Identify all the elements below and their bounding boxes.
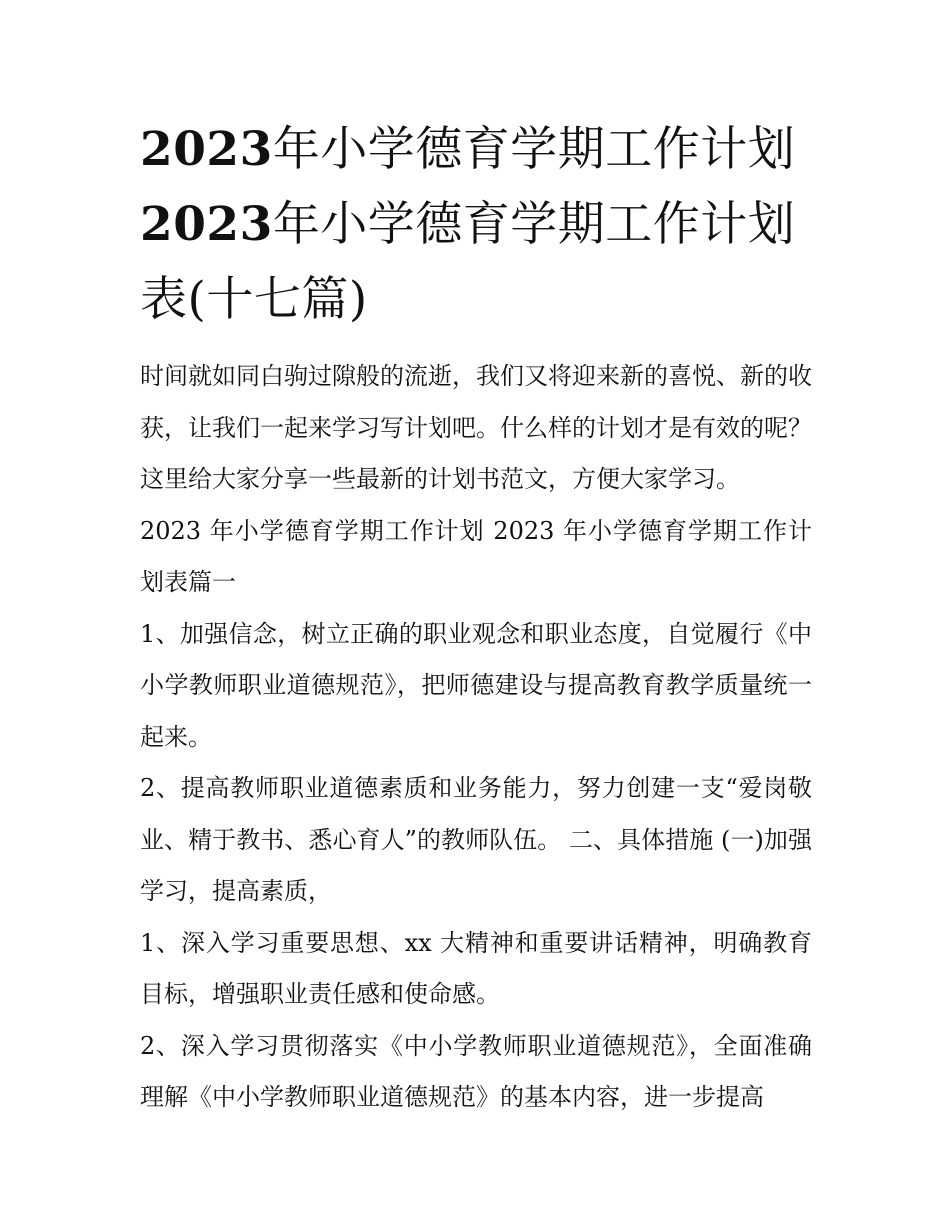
document-page	[140, 112, 812, 1124]
document-body	[140, 351, 812, 1124]
title-line	[140, 187, 812, 262]
list-item: 1、加强信念，树立正确的职业观念和职业态度，自觉履行《中小学教师职业道德规范》，把师德建设与提高教育教学质量统一起来。	[140, 619, 812, 751]
title-text: 年小学德育学期工作计划	[272, 122, 796, 177]
list-item: 2、提高教师职业道德素质和业务能力，努力创建一支“爱岗敬业、精于教书、悉心育人”的教师队伍。 二、具体措施 (一)加强学习，提高素质，	[140, 774, 812, 905]
title-text: 表(十七篇)	[140, 272, 368, 327]
intro-paragraph: 时间就如同白驹过隙般的流逝，我们又将迎来新的喜悦、新的收获，让我们一起来学习写计划吧。什么样的计划才是有效的呢？这里给大家分享一些最新的计划书范文，方便大家学习。	[140, 362, 812, 493]
document-title	[140, 112, 812, 337]
section-heading: 2023 年小学德育学期工作计划 2023 年小学德育学期工作计划表篇一	[140, 516, 812, 596]
list-item: 2、深入学习贯彻落实《中小学教师职业道德规范》，全面准确理解《中小学教师职业道德规范》的基本内容，进一步提高	[140, 1031, 812, 1111]
title-text: 年小学德育学期工作计划	[272, 197, 796, 252]
title-year: 2023	[140, 122, 273, 177]
title-line	[140, 262, 812, 337]
title-year: 2023	[140, 197, 273, 252]
title-line	[140, 112, 812, 187]
list-item: 1、深入学习重要思想、xx 大精神和重要讲话精神，明确教育目标，增强职业责任感和使命感。	[140, 928, 812, 1008]
